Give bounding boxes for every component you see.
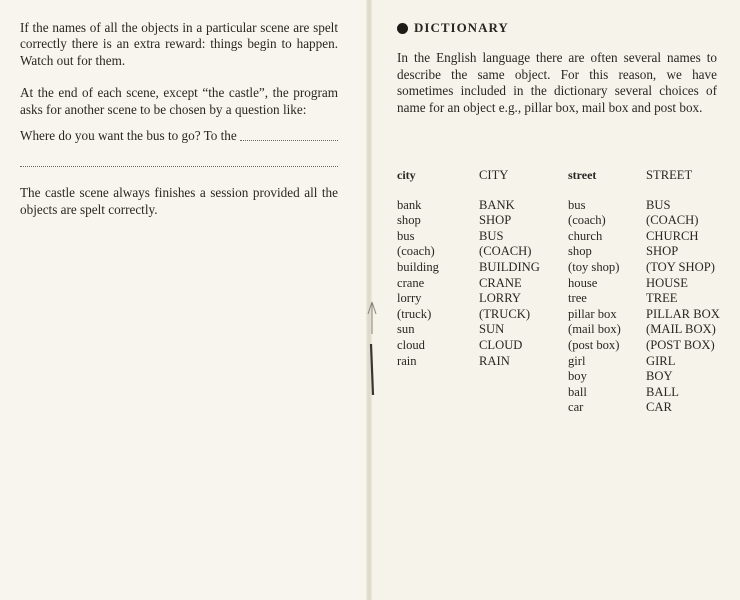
- column-STREET: [646, 168, 720, 416]
- bullet-icon: [397, 23, 408, 34]
- dictionary-entry: SUN: [479, 322, 505, 337]
- dictionary-entry: (TOY SHOP): [646, 259, 715, 274]
- dictionary-entry: sun: [397, 322, 415, 337]
- dictionary-entry: (mail box): [568, 322, 621, 337]
- question-blank: [240, 139, 338, 141]
- left-text-column: [20, 20, 338, 234]
- dictionary-entry: RAIN: [479, 353, 510, 368]
- dictionary-entry: rain: [397, 353, 417, 368]
- dictionary-entry: church: [568, 228, 603, 243]
- dictionary-title: DICTIONARY: [414, 20, 509, 35]
- answer-dotted-line: [20, 150, 338, 167]
- column-items: [397, 198, 439, 370]
- dictionary-entry: (coach): [397, 244, 435, 259]
- dictionary-entry: girl: [568, 353, 586, 368]
- question-text: Where do you want the bus to go? To the: [20, 128, 237, 144]
- dictionary-entry: CRANE: [479, 275, 522, 290]
- paragraph-scene-end: At the end of each scene, except “the castle”, the program asks for another scene to be chosen by a question like:: [20, 85, 338, 117]
- column-items: [479, 198, 540, 370]
- dictionary-entry: bank: [397, 197, 422, 212]
- dictionary-entry: SHOP: [646, 244, 679, 259]
- dictionary-entry: CAR: [646, 400, 672, 415]
- dictionary-entry: LORRY: [479, 291, 521, 306]
- dictionary-entry: ball: [568, 384, 587, 399]
- dictionary-entry: (coach): [568, 213, 606, 228]
- right-text-column: [397, 20, 717, 116]
- dictionary-entry: boy: [568, 369, 587, 384]
- question-line: [20, 128, 338, 144]
- dictionary-heading: [397, 20, 717, 36]
- column-items: [568, 198, 621, 416]
- dictionary-entry: CHURCH: [646, 228, 699, 243]
- paragraph-castle: The castle scene always finishes a session provided all the objects are spelt correctly.: [20, 185, 338, 217]
- dictionary-entry: TREE: [646, 291, 678, 306]
- column-header: street: [568, 168, 597, 182]
- dictionary-entry: pillar box: [568, 306, 617, 321]
- dictionary-entry: (toy shop): [568, 259, 620, 274]
- dictionary-entry: BALL: [646, 384, 679, 399]
- dictionary-intro: In the English language there are often several names to describe the same object. For this reason, we have sometimes included in the dictionary several choices of name for an object e.g., pillar box, mail box and post box.: [397, 50, 717, 115]
- dictionary-entry: (truck): [397, 306, 432, 321]
- dictionary-entry: PILLAR BOX: [646, 306, 720, 321]
- margin-pencil-marks: [362, 300, 382, 400]
- dictionary-entry: BUILDING: [479, 259, 540, 274]
- dictionary-entry: SHOP: [479, 213, 512, 228]
- column-header: CITY: [479, 168, 509, 182]
- column-header: city: [397, 168, 416, 182]
- column-street: [568, 168, 621, 416]
- dictionary-entry: cloud: [397, 337, 425, 352]
- dictionary-entry: (COACH): [479, 244, 532, 259]
- dictionary-entry: BOY: [646, 369, 673, 384]
- dictionary-entry: BUS: [479, 228, 504, 243]
- dictionary-entry: car: [568, 400, 584, 415]
- dictionary-entry: (COACH): [646, 213, 699, 228]
- dictionary-entry: (POST BOX): [646, 337, 715, 352]
- dictionary-entry: building: [397, 259, 439, 274]
- dictionary-entry: (MAIL BOX): [646, 322, 716, 337]
- column-items: [646, 198, 720, 416]
- dictionary-entry: bus: [568, 197, 586, 212]
- dictionary-entry: lorry: [397, 291, 422, 306]
- dictionary-entry: HOUSE: [646, 275, 688, 290]
- dictionary-entry: CLOUD: [479, 337, 523, 352]
- column-header: STREET: [646, 168, 693, 182]
- dictionary-entry: GIRL: [646, 353, 676, 368]
- dictionary-entry: shop: [568, 244, 592, 259]
- dictionary-entry: house: [568, 275, 598, 290]
- dictionary-entry: (post box): [568, 337, 620, 352]
- column-CITY: [479, 168, 540, 369]
- dictionary-entry: tree: [568, 291, 587, 306]
- dictionary-entry: BUS: [646, 197, 671, 212]
- dictionary-entry: (TRUCK): [479, 306, 531, 321]
- paragraph-reward: If the names of all the objects in a particular scene are spelt correctly there is an extra reward: things begin to happen. Watch out for them.: [20, 20, 338, 68]
- dictionary-entry: BANK: [479, 197, 515, 212]
- dictionary-entry: crane: [397, 275, 425, 290]
- dictionary-entry: shop: [397, 213, 421, 228]
- dictionary-entry: bus: [397, 228, 415, 243]
- column-city: [397, 168, 439, 369]
